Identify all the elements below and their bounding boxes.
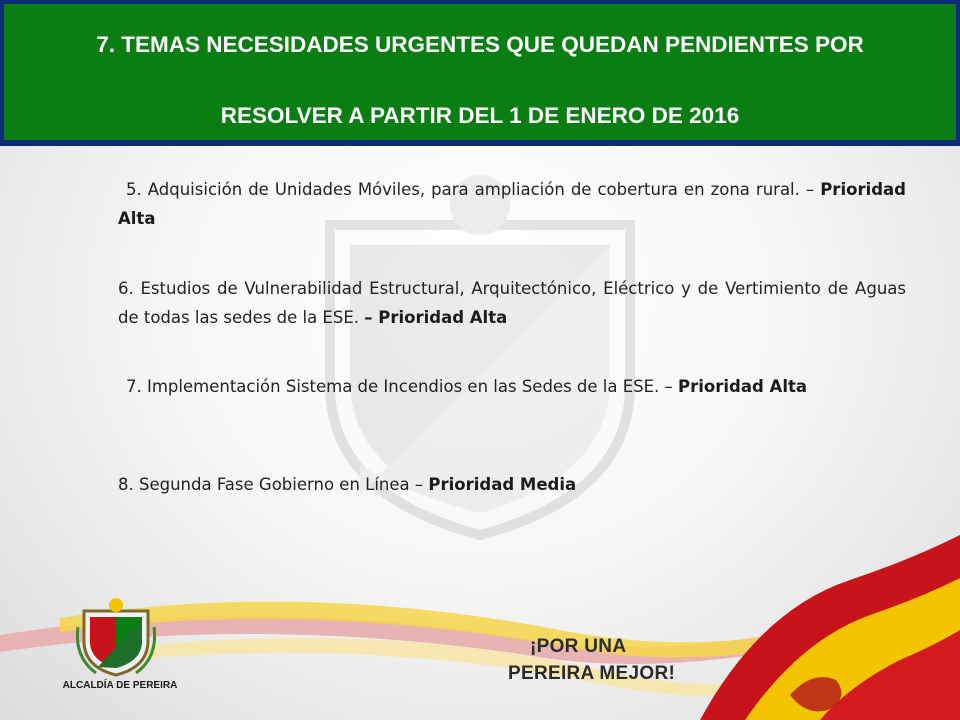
alcaldia-shield-logo-icon bbox=[76, 597, 156, 677]
logo-label: ALCALDÍA DE PEREIRA bbox=[62, 680, 178, 691]
item-text: 8. Segunda Fase Gobierno en Línea – bbox=[118, 475, 429, 494]
priority-label: Prioridad Media bbox=[428, 475, 577, 494]
title-banner-inner bbox=[4, 4, 956, 140]
slogan-line-2: PEREIRA MEJOR! bbox=[508, 663, 676, 684]
list-item bbox=[118, 175, 906, 233]
item-text: 6. Estudios de Vulnerabilidad Estructural, Arquitectónico, Eléctrico y de Vertimiento de Aguas de todas las sedes de la ESE. bbox=[118, 279, 906, 327]
slogan-line-1: ¡POR UNA bbox=[530, 636, 627, 657]
priority-label: Prioridad Alta bbox=[378, 308, 508, 327]
list-item bbox=[118, 470, 906, 499]
item-text: 5. Adquisición de Unidades Móviles, para ampliación de cobertura en zona rural. – bbox=[126, 180, 821, 199]
title-banner bbox=[0, 0, 960, 146]
list-item bbox=[118, 274, 906, 332]
priority-dash: – bbox=[364, 308, 379, 327]
priority-label: Prioridad Alta bbox=[678, 377, 807, 396]
slide-title-line-2: RESOLVER A PARTIR DEL 1 DE ENERO DE 2016 bbox=[220, 103, 740, 128]
slide-title-line-1: 7. TEMAS NECESIDADES URGENTES QUE QUEDAN PENDIENTES POR bbox=[96, 32, 864, 57]
priority-label: Prioridad Alta bbox=[118, 180, 906, 228]
item-text: 7. Implementación Sistema de Incendios en las Sedes de la ESE. – bbox=[126, 377, 679, 396]
list-item bbox=[118, 372, 906, 401]
slogan bbox=[508, 633, 675, 687]
